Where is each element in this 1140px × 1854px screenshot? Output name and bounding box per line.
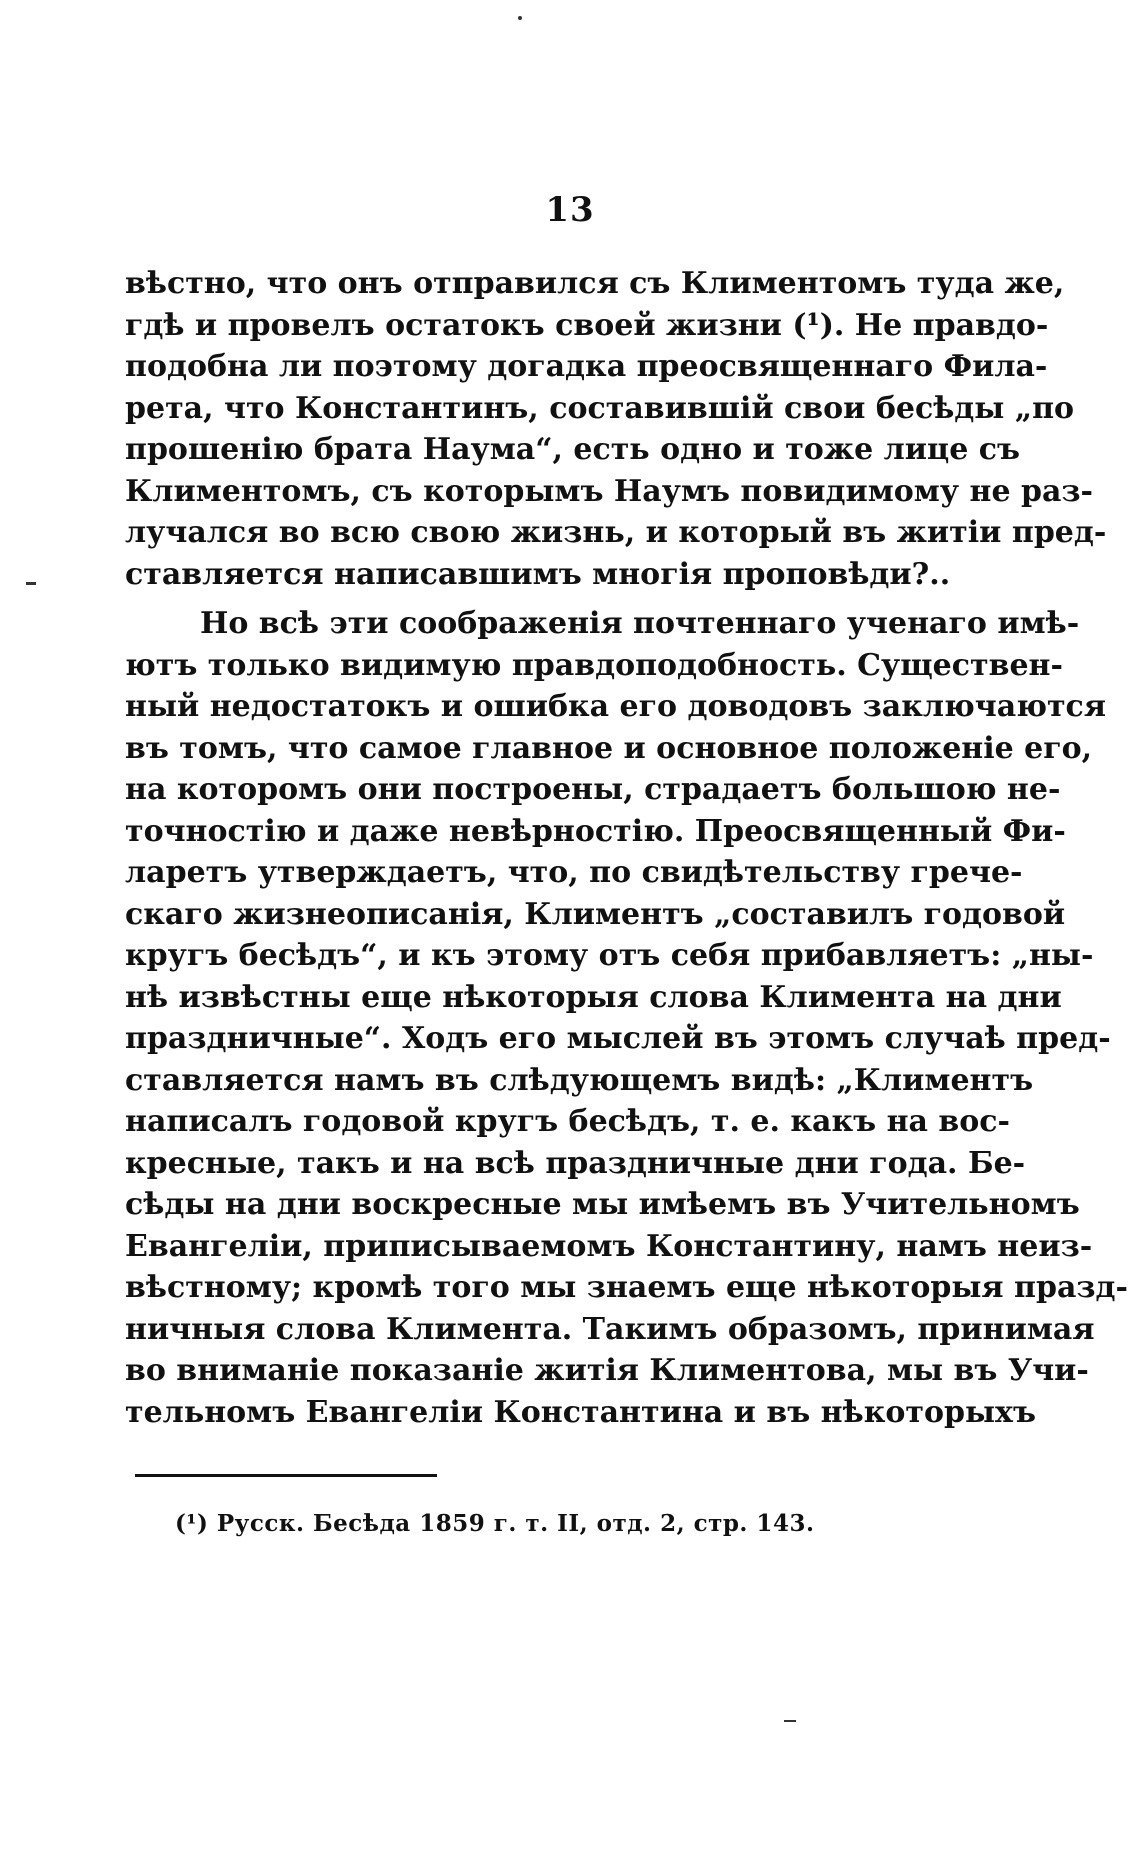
text-line: кресные, такъ и на всѣ праздничные дни года. Бе- <box>125 1145 1026 1181</box>
footnote: (¹) Русск. Бесѣда 1859 г. т. II, отд. 2, стр. 143. <box>175 1510 815 1537</box>
text-line: ный недостатокъ и ошибка его доводовъ заключаются <box>125 689 1106 724</box>
text-line: написалъ годовой кругъ бесѣдъ, т. е. какъ на вос- <box>125 1104 1010 1139</box>
text-line: ставляется намъ въ слѣдующемъ видѣ: „Климентъ <box>125 1062 1034 1098</box>
text-line: на которомъ они построены, страдаетъ большою не- <box>125 772 1061 807</box>
text-line: вѣстному; кромѣ того мы знаемъ еще нѣкоторыя празд- <box>125 1270 1128 1305</box>
margin-dash <box>26 582 36 585</box>
text-line: во вниманіе показаніе житія Климентова, мы въ Учи- <box>125 1353 1089 1388</box>
text-line: ютъ только видимую правдоподобность. Существен- <box>125 647 1063 683</box>
text-line: въ томъ, что самое главное и основное положеніе его, <box>125 730 1093 766</box>
text-line: праздничные“. Ходъ его мыслей въ этомъ случаѣ пред- <box>125 1021 1111 1056</box>
text-line: ларетъ утверждаетъ, что, по свидѣтельству грече- <box>125 855 1023 890</box>
text-line: рета, что Константинъ, составившій свои бесѣды „по <box>125 390 1075 426</box>
footnote-divider <box>135 1474 437 1477</box>
text-line: нѣ извѣстны еще нѣкоторыя слова Климента на дни <box>125 979 1062 1015</box>
print-speck <box>784 1720 796 1722</box>
text-line: лучался во всю свою жизнь, и который въ житіи пред- <box>125 515 1107 550</box>
text-line: подобна ли поэтому догадка преосвященнаго Фила- <box>125 349 1048 384</box>
text-line: Но всѣ эти соображенія почтеннаго ученаго имѣ- <box>200 606 1080 641</box>
text-line: вѣстно, что онъ отправился съ Климентомъ туда же, <box>125 266 1065 301</box>
text-line: скаго жизнеописанія, Климентъ „составилъ годовой <box>125 896 1066 932</box>
text-line: прошенію брата Наума“, есть одно и тоже лице съ <box>125 432 1021 467</box>
text-line: гдѣ и провелъ остатокъ своей жизни (¹). Не правдо- <box>125 307 1049 343</box>
text-line: кругъ бесѣдъ“, и къ этому отъ себя прибавляетъ: „ны- <box>125 938 1094 973</box>
body-text <box>125 263 1128 1433</box>
text-line: Евангеліи, приписываемомъ Константину, намъ неиз- <box>125 1228 1093 1264</box>
page-number: 13 <box>545 190 595 230</box>
text-line: сѣды на дни воскресные мы имѣемъ въ Учительномъ <box>125 1187 1080 1222</box>
text-line: Климентомъ, съ которымъ Наумъ повидимому не раз- <box>125 473 1094 509</box>
text-line: точностію и даже невѣрностію. Преосвященный Фи- <box>125 813 1066 849</box>
text-line: ничныя слова Климента. Такимъ образомъ, принимая <box>125 1311 1095 1347</box>
text-line: ставляется написавшимъ многія проповѣди?.. <box>125 556 951 592</box>
text-line: тельномъ Евангеліи Константина и въ нѣкоторыхъ <box>125 1394 1036 1430</box>
print-speck <box>518 16 522 20</box>
